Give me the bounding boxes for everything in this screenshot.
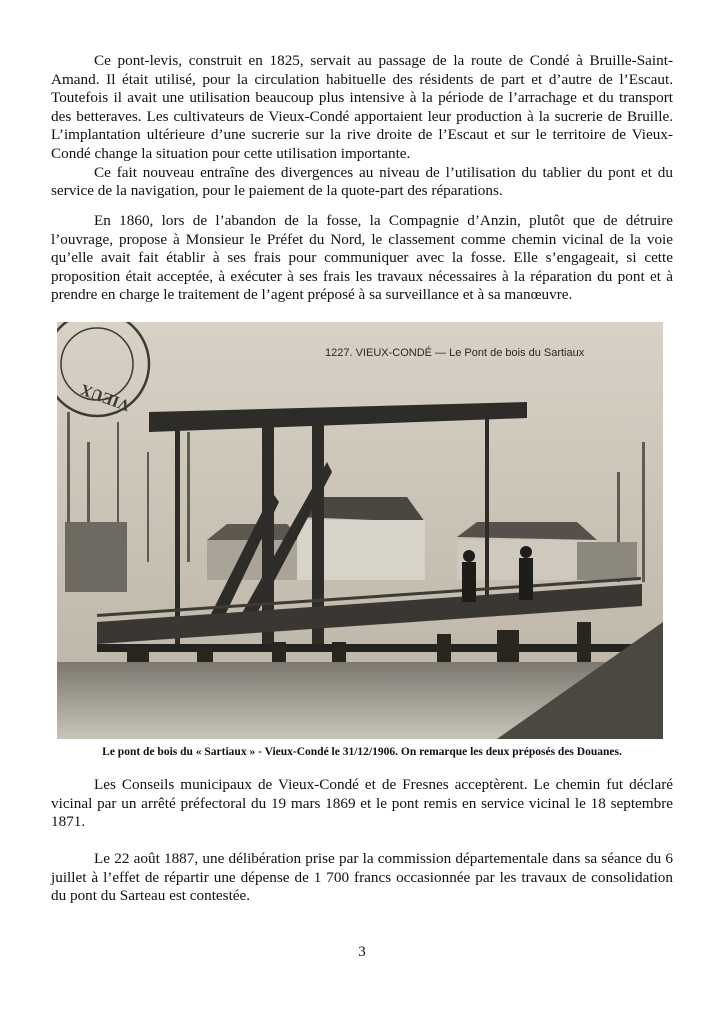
paragraph-1887: Le 22 août 1887, une délibération prise par la commission départementale dans sa séance du 6 juillet à l’effet de répartir une dépense de 1 700 francs occasionnée par les travaux de consolidation du pont du Sarteau est contestée. [51, 850, 673, 905]
paragraph-1860: En 1860, lors de l’abandon de la fosse, la Compagnie d’Anzin, plutôt que de détruire l’ouvrage, propose à Monsieur le Préfet du Nord, le classement comme chemin vicinal de la voie qu’elle avait fait établir à ses frais pour communiquer avec la fosse. Elle s’engageait, si cette proposition était acceptée, à exécuter à ses frais les travaux nécessaires à la réparation du pont et à prendre en charge le traitement de l’agent préposé à sa surveillance et à sa manœuvre. [51, 212, 673, 304]
paragraph-fait-nouveau: Ce fait nouveau entraîne des divergences au niveau de l’utilisation du tablier du pont et du service de la navigation, pour le paiement de la quote-part des réparations. [51, 163, 673, 200]
historic-bridge-photo [57, 322, 663, 739]
intro-text-block [51, 52, 673, 201]
deliberation-text-block [51, 850, 673, 906]
stamp-postmark-text: VIEUX [78, 380, 133, 414]
photo-caption: Le pont de bois du « Sartiaux » - Vieux-Condé le 31/12/1906. On remarque les deux préposés des Douanes. [102, 746, 622, 758]
paragraph-conseils: Les Conseils municipaux de Vieux-Condé et de Fresnes acceptèrent. Le chemin fut déclaré vicinal par un arrêté préfectoral du 19 mars 1869 et le pont remis en service vicinal le 18 septembre 1871. [51, 776, 673, 831]
postcard-title: 1227. VIEUX-CONDÉ — Le Pont de bois du Sartiaux [325, 347, 585, 359]
conseils-text-block [51, 776, 673, 832]
history-text-block [51, 212, 673, 305]
page-number: 3 [358, 944, 366, 960]
paragraph-pont-levis: Ce pont-levis, construit en 1825, servait au passage de la route de Condé à Bruille-Saint-Amand. Il était utilisé, pour la circulation habituelle des résidents de part et d’autre de l’Escaut. Toutefois il avait une utilisation beaucoup plus intensive à la période de l’arrachage et du transport des betteraves. Les cultivateurs de Vieux-Condé apportaient leur production à la sucrerie de Bruille. L’implantation ultérieure d’une sucrerie sur la rive droite de l’Escaut et sur le territoire de Vieux-Condé change la situation pour cette utilisation importante. [51, 52, 673, 162]
